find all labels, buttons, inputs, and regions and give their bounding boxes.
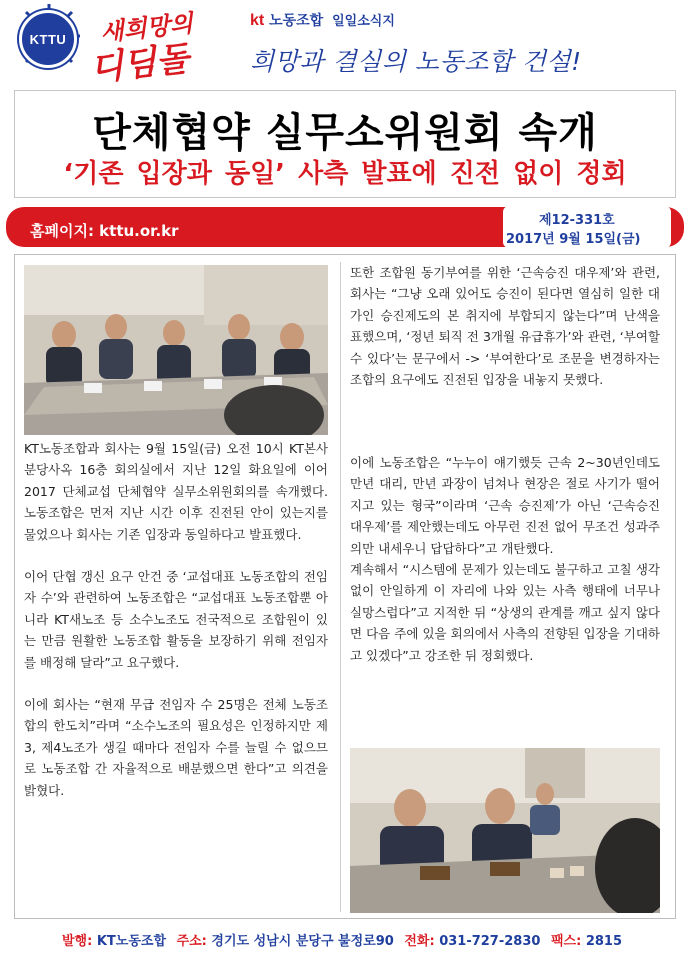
publisher-value: KT노동조합 (96, 934, 167, 949)
meeting-photo-1 (24, 265, 328, 435)
sub-title: ‘기존 입장과 동일’ 사측 발표에 진전 없이 정회 (63, 159, 627, 189)
address-label: 주소: (176, 934, 207, 949)
phone-label: 전화: (404, 934, 435, 949)
article-right-column-top (350, 262, 660, 390)
main-title: 단체협약 실무소위원회 속개 (92, 110, 598, 156)
brand-kt: kt (250, 12, 265, 29)
article-paragraph: 이에 노동조합은 “누누이 얘기했듯 근속 2~30년인데도 만년 대리, 만년 과장이 넘쳐나 현장은 절로 사기가 떨어지고 있는 형국”이라며 ‘근속 승진제’가 아닌 ‘근속승진 대우제’를 제안했는데도 아무런 진전 없어 무조건 성과주의만 내세우니 답답하다”고 개탄했다. (350, 455, 660, 556)
phone-value: 031-727-2830 (439, 934, 541, 949)
publisher-label: 발행: (61, 934, 93, 949)
publisher-footer (0, 930, 690, 949)
brand-line (250, 10, 395, 30)
address-value: 경기도 성남시 분당구 불정로90 (211, 934, 394, 949)
homepage-link[interactable]: 홈페이지: kttu.or.kr (30, 222, 179, 240)
column-divider (340, 262, 341, 912)
title-box (14, 90, 676, 198)
fax-label: 팩스: (550, 934, 582, 949)
brand-sub: 일일소식지 (332, 14, 395, 29)
kttu-logo (19, 10, 77, 68)
issue-number: 제12-331호 (539, 213, 615, 228)
slogan-line1: 새희망의 (98, 8, 195, 47)
article-right-column-bottom (350, 452, 660, 666)
logo-text: KTTU (29, 31, 67, 47)
meeting-photo-1-image (24, 265, 328, 435)
issue-date: 2017년 9월 15일(금) (506, 232, 641, 247)
tagline: 희망과 결실의 노동조합 건설! (250, 47, 582, 76)
article-paragraph: 계속해서 “시스템에 문제가 있는데도 불구하고 고칠 생각 없이 안일하게 이 자리에 나와 있는 사측 행태에 너무나 실망스럽다”고 지적한 뒤 “상생의 관계를 깨고 싶지 않다면 다음 주에 있을 회의에서 사측의 전향된 입장을 기대하고 있겠다”고 강조한 뒤 정회했다. (350, 562, 660, 663)
article-paragraph: 이에 회사는 “현재 무급 전임자 수 25명은 전체 노동조합의 한도치”라며 “소수노조의 필요성은 인정하지만 제3, 제4노조가 생길 때마다 전임자 수를 늘릴 수 없으므로 노동조합 간 자율적으로 배분했으면 한다”고 의견을 밝혔다. (24, 697, 328, 798)
article-paragraph: 또한 조합원 동기부여를 위한 ‘근속승진 대우제’와 관련, 회사는 “그냥 오래 있어도 승진이 된다면 열심히 일한 대가인 승진제도의 본 취지에 부합되지 않는다”며 난색을 표했으며, ‘정년 퇴직 전 3개월 유급휴가’와 관련, ‘부여할 수 있다’는 문구에서 -> ‘부여한다’로 조문을 변경하자는 조합의 요구에도 진전된 입장을 내놓지 못했다. (350, 265, 660, 388)
fax-value: 2815 (585, 934, 623, 949)
article-paragraph: 이어 단협 갱신 요구 안건 중 ‘교섭대표 노동조합의 전임자 수’와 관련하여 노동조합은 “교섭대표 노동조합뿐 아니라 KT새노조 등 소수노조도 전국적으로 조합원이 있는 만큼 원활한 노동조합 활동을 보장하기 위해 전임자를 배정해 달라”고 요구했다. (24, 569, 328, 670)
meeting-photo-2-image (350, 748, 660, 913)
article-paragraph: KT노동조합과 회사는 9월 15일(금) 오전 10시 KT본사 분당사옥 16층 회의실에서 지난 12일 화요일에 이어 2017 단체교섭 단체협약 실무소위원회의를 속개했다. 노동조합은 먼저 지난 시간 이후 진전된 안이 있는지를 물었으나 회사는 기존 입장과 동일하다고 발표했다. (24, 441, 328, 542)
slogan-line2: 디딤돌 (88, 38, 191, 90)
meeting-photo-2 (350, 748, 660, 913)
slogan-logo (84, 4, 244, 90)
article-left-column (24, 438, 328, 801)
brand-union: 노동조합 (269, 13, 324, 29)
